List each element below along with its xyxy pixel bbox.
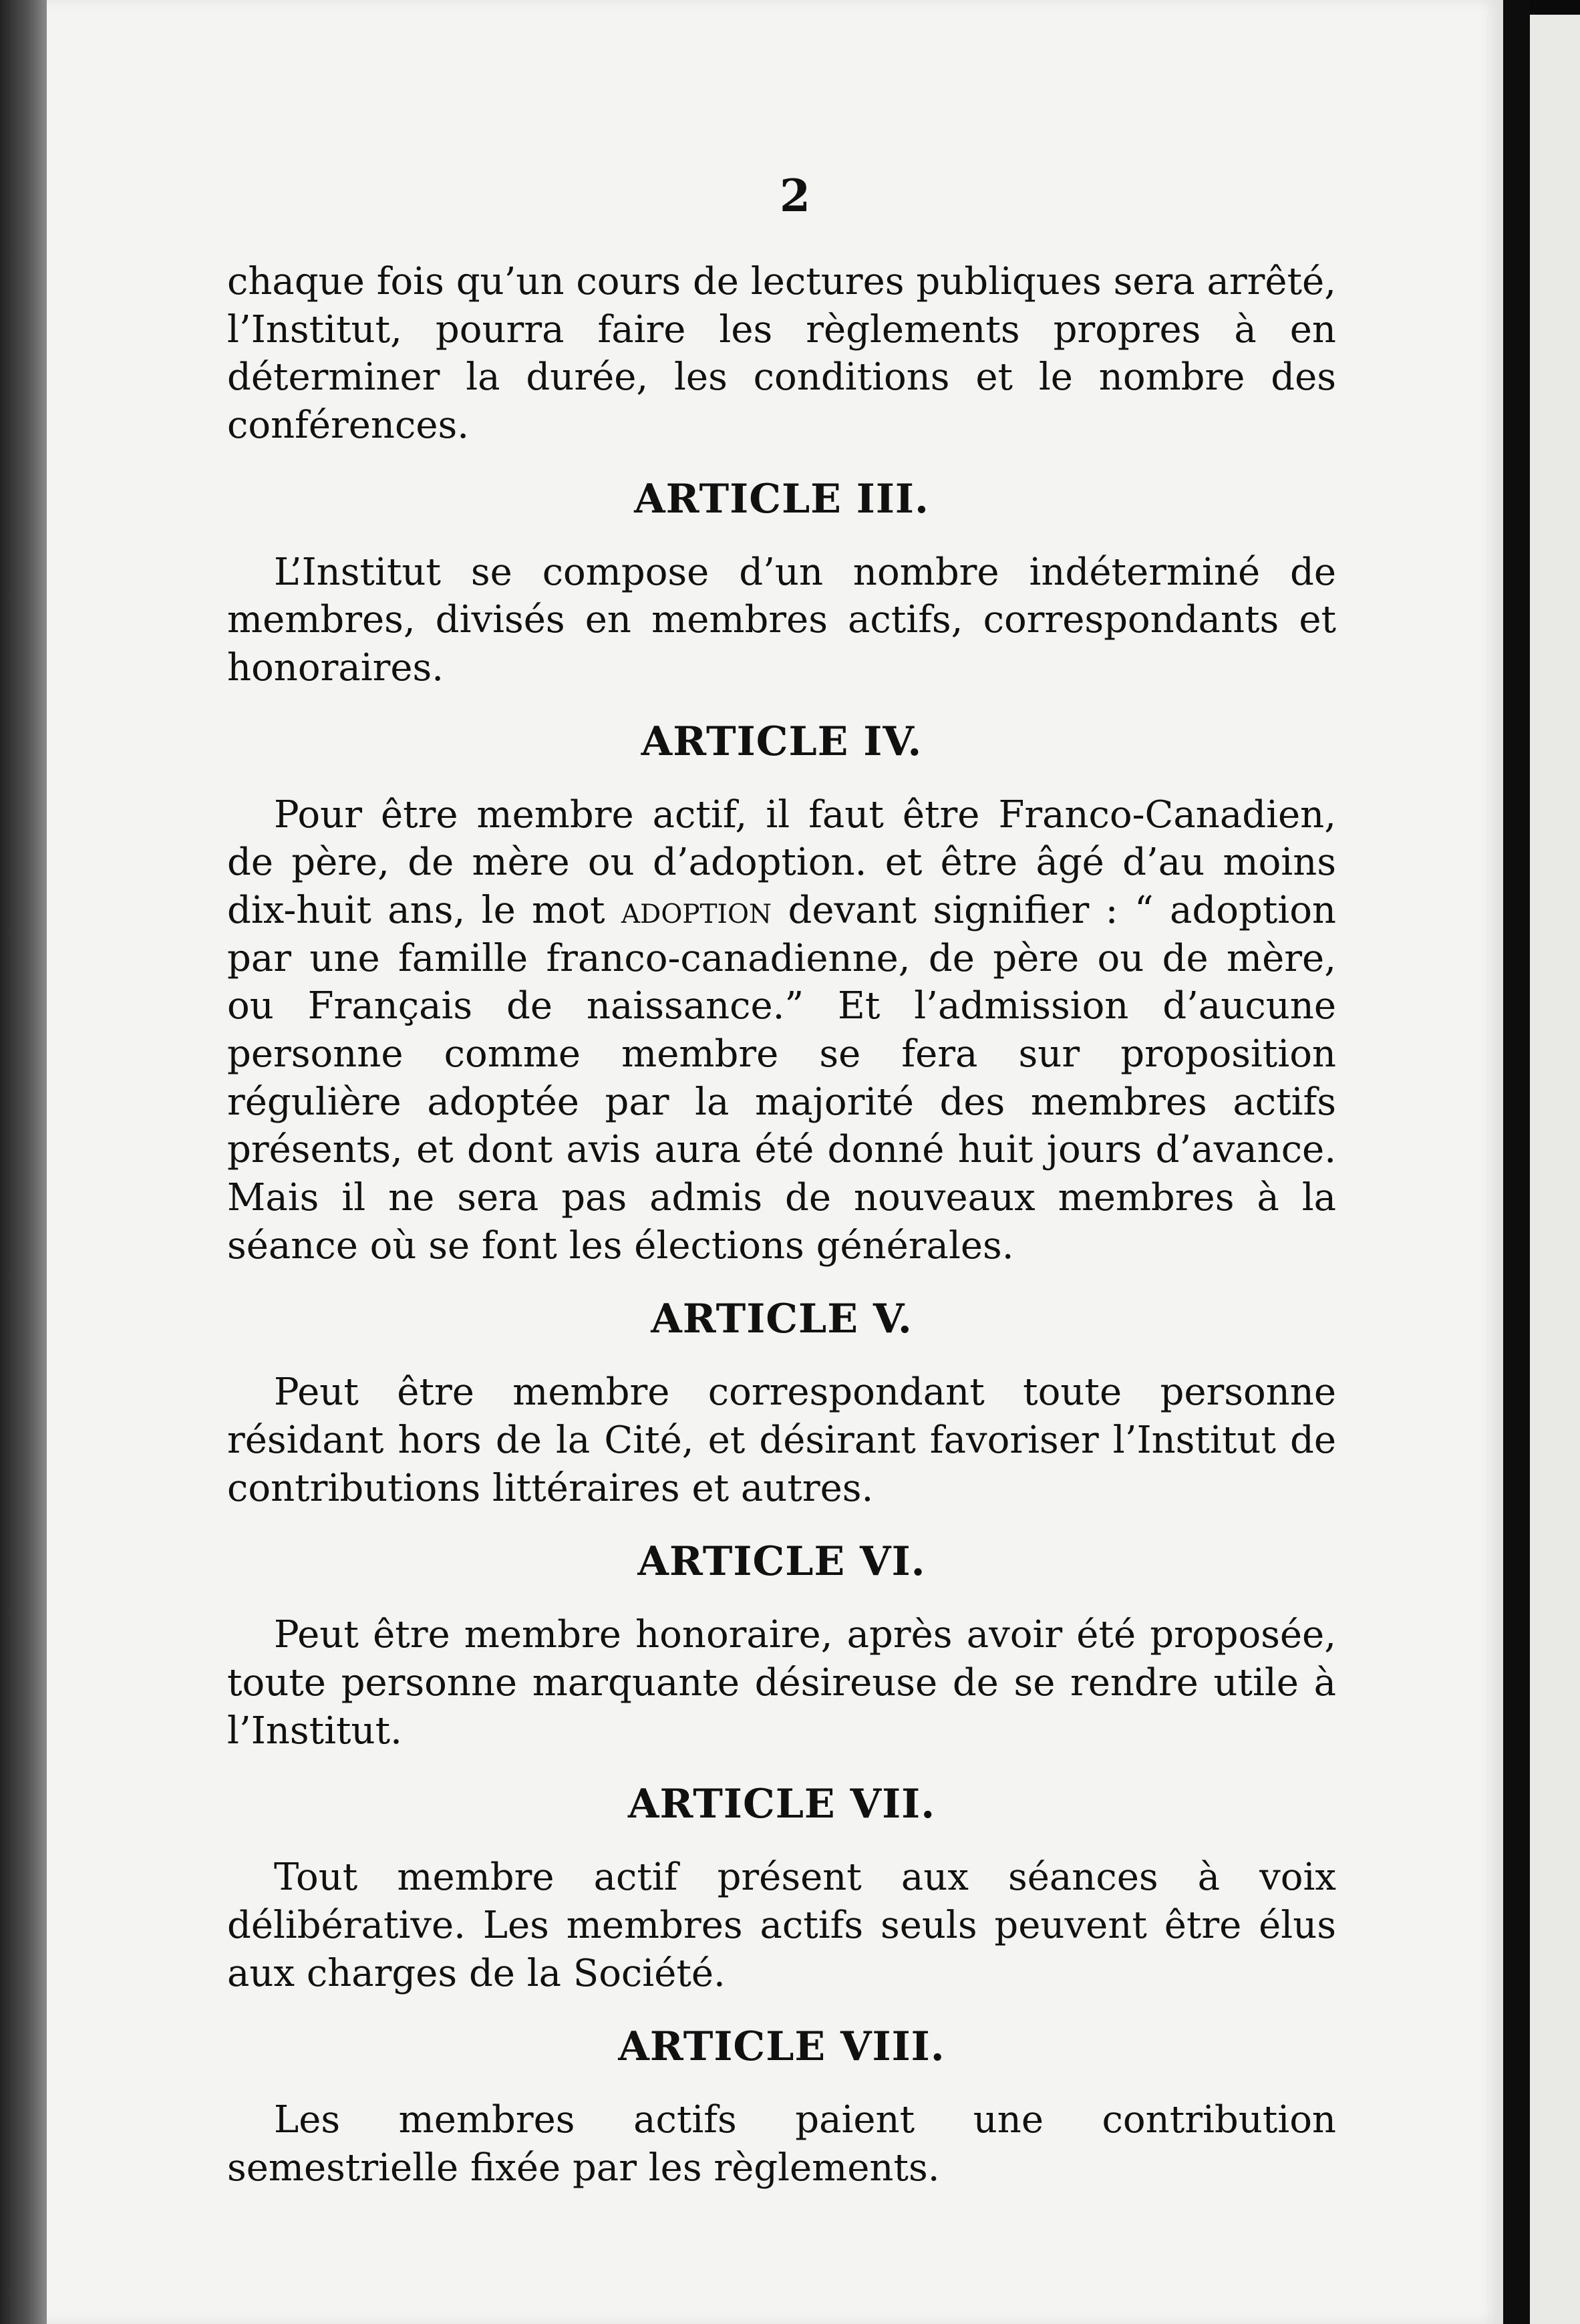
article-3-heading: ARTICLE III.	[634, 475, 929, 523]
intro-paragraph: chaque fois qu’un cours de lectures publiques sera arrêté, l’Institut, pourra faire les règlements propres à en déterminer la durée, les conditions et le nombre des conférences.	[227, 260, 1336, 448]
corner-mark	[1530, 0, 1580, 15]
article-4-heading: ARTICLE IV.	[641, 718, 923, 765]
right-margin-strip	[1530, 0, 1580, 2324]
article-3-text: L’Institut se compose d’un nombre indéterminé de membres, divisés en membres actifs, correspondants et honoraires.	[227, 550, 1336, 690]
article-4-text	[227, 791, 1336, 1270]
article-6-text: Peut être membre honoraire, après avoir été proposée, toute personne marquante désireuse de se rendre utile à l’Institut.	[227, 1613, 1336, 1753]
article-4-emphasis: adoption	[621, 889, 772, 933]
article-4-text-before: Pour être membre actif, il faut être Franco-Canadien, de père, de mère ou d’adoption. et être âgé d’au moins dix-huit ans, le mot	[227, 792, 1336, 933]
article-8-heading: ARTICLE VIII.	[618, 2023, 945, 2071]
article-6-heading: ARTICLE VI.	[637, 1538, 926, 1586]
article-7-heading: ARTICLE VII.	[627, 1781, 936, 1828]
article-5-heading: ARTICLE V.	[651, 1296, 913, 1343]
page-content	[227, 170, 1336, 2192]
article-4-text-after: devant signifier : “ adoption par une famille franco-canadienne, de père ou de mère, ou Français de naissance.” Et l’admission d’aucune personne comme membre se fera sur proposition régulière adoptée par la majorité des membres actifs présents, et dont avis aura été donné huit jours d’avance. Mais il ne sera pas admis de nouveaux membres à la séance où se font les élections générales.	[227, 889, 1336, 1268]
right-binding-bar	[1503, 0, 1530, 2324]
article-8-text: Les membres actifs paient une contribution semestrielle fixée par les règlements.	[227, 2098, 1336, 2190]
article-7-text: Tout membre actif présent aux séances à voix délibérative. Les membres actifs seuls peuvent être élus aux charges de la Société.	[227, 1856, 1336, 1995]
left-page-edge	[0, 0, 47, 2324]
article-5-text: Peut être membre correspondant toute personne résidant hors de la Cité, et désirant favoriser l’Institut de contributions littéraires et autres.	[227, 1370, 1336, 1510]
page-number: 2	[780, 170, 810, 222]
